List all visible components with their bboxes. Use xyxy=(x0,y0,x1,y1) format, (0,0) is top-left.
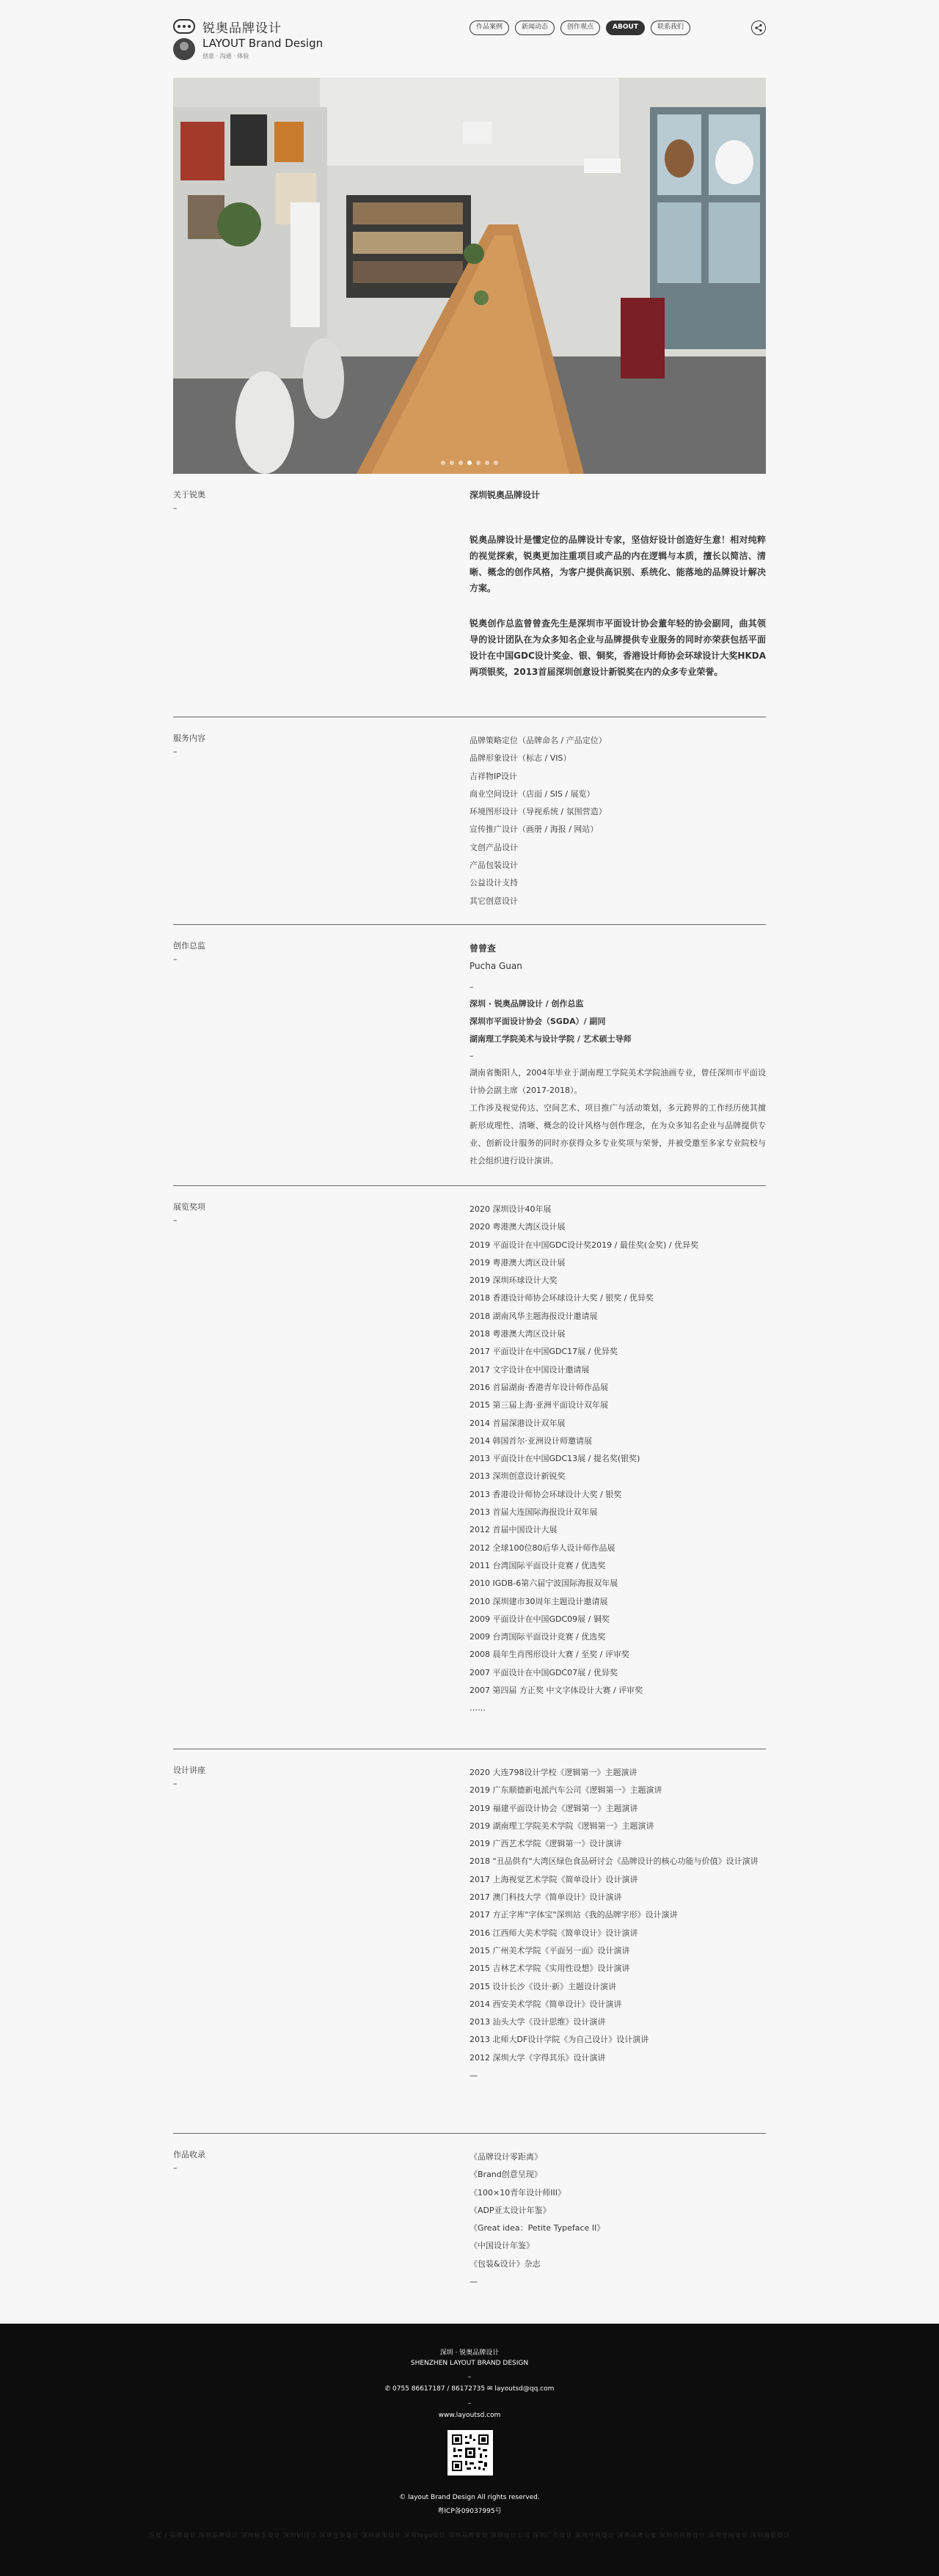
list-item: 《品牌设计零距离》 xyxy=(470,2152,542,2162)
footer-seo-links[interactable]: 百度 / 品牌设计 深圳品牌设计 深圳标志设计 深圳VI设计 深圳包装设计 深圳画册设计 深圳logo设计 深圳品牌策划 深圳设计公司 深圳广告设计 深圳导视设计 深圳品牌全案 深圳吉祥物设计 深圳空间设计 深圳海报设计 xyxy=(148,2532,791,2539)
list-item: 2018 粤港澳大湾区设计展 xyxy=(470,1329,566,1339)
director-role: 深圳市平面设计协会（SGDA）/ 副同 xyxy=(470,1017,606,1026)
nav-contact[interactable]: 联系我们 xyxy=(651,21,690,35)
footer-separator: – xyxy=(467,2400,472,2407)
list-item: 2019 平面设计在中国GDC设计奖2019 / 最佳奖(金奖) / 优异奖 xyxy=(470,1240,699,1250)
main-nav xyxy=(470,21,690,35)
list-item: 2010 IGDB-6第六届宁波国际海报双年展 xyxy=(470,1578,618,1589)
list-item: 2016 首届湖南·香港青年设计师作品展 xyxy=(470,1382,608,1392)
list-item: 2013 首届大连国际海报设计双年展 xyxy=(470,1507,598,1518)
lectures-list xyxy=(470,1764,766,2085)
awards-label: 展览奖项 xyxy=(173,1202,205,1212)
list-item: 产品包装设计 xyxy=(470,860,518,871)
list-item: 2017 文字设计在中国设计邀请展 xyxy=(470,1364,590,1375)
nav-news[interactable]: 新闻动态 xyxy=(515,21,555,35)
list-item: 2007 平面设计在中国GDC07展 / 优异奖 xyxy=(470,1667,618,1677)
publications-dash: – xyxy=(173,2163,178,2173)
list-item: 宣传推广设计（画册 / 海报 / 网站） xyxy=(470,824,599,835)
list-item: 2016 江西师大美术学院《简单设计》设计演讲 xyxy=(470,1928,638,1938)
footer-company-en: SHENZHEN LAYOUT BRAND DESIGN xyxy=(410,2360,529,2367)
footer-phone[interactable]: 0755 86617187 / 86172735 xyxy=(392,2385,486,2393)
email-icon: ✉ xyxy=(487,2385,495,2393)
director-name: 曾曾查 xyxy=(470,943,497,954)
list-item: 2012 全球100位80后华人设计师作品展 xyxy=(470,1543,615,1553)
carousel-dot[interactable] xyxy=(458,461,463,465)
awards-section xyxy=(173,1201,766,1729)
list-item: 2020 粤港澳大湾区设计展 xyxy=(470,1222,566,1232)
list-item: 2015 设计长沙《设计·新》主题设计演讲 xyxy=(470,1981,616,1991)
list-item: 《中国设计年鉴》 xyxy=(470,2241,534,2251)
footer-website[interactable]: www.layoutsd.com xyxy=(438,2412,501,2419)
brand-name-en: LAYOUT Brand Design xyxy=(202,37,324,50)
divider xyxy=(173,1185,766,1186)
list-item: 2019 深圳环球设计大奖 xyxy=(470,1276,558,1286)
list-item: 2013 深圳创意设计新锐奖 xyxy=(470,1471,566,1482)
footer-icp[interactable]: 粤ICP备09037995号 xyxy=(437,2508,502,2515)
brand-name-cn[interactable]: 锐奥品牌设计 xyxy=(202,21,282,36)
nav-about[interactable]: ABOUT xyxy=(606,21,645,35)
lectures-label: 设计讲座 xyxy=(173,1765,205,1775)
list-item: 2014 首届深港设计双年展 xyxy=(470,1418,566,1428)
list-item: 2020 大连798设计学校《逻辑第一》主题演讲 xyxy=(470,1768,637,1777)
list-item: 品牌形象设计（标志 / VIS） xyxy=(470,753,571,764)
services-dash: – xyxy=(173,747,178,756)
qr-code xyxy=(447,2430,493,2476)
about-title: 深圳锐奥品牌设计 xyxy=(470,490,541,500)
list-item: 2011 台湾国际平面设计竞赛 / 优选奖 xyxy=(470,1560,606,1570)
separator: – xyxy=(470,982,474,992)
list-item: 公益设计支持 xyxy=(470,878,518,888)
list-more: …… xyxy=(470,1703,486,1713)
nav-works[interactable]: 作品案例 xyxy=(470,21,509,35)
list-item: 《包装&设计》杂志 xyxy=(470,2258,541,2269)
services-list xyxy=(470,732,766,910)
about-label: 关于锐奥 xyxy=(173,490,205,500)
director-body xyxy=(470,940,766,1170)
separator: – xyxy=(470,1051,474,1061)
lectures-dash: – xyxy=(173,1779,178,1788)
list-item: 《Brand创意呈现》 xyxy=(470,2170,542,2180)
director-bio-1: 湖南省衡阳人，2004年毕业于湖南理工学院美术学院油画专业，曾任深圳市平面设计协会副主席（2017-2018）。 xyxy=(470,1068,766,1095)
director-section xyxy=(173,940,766,1167)
director-label: 创作总监 xyxy=(173,941,205,951)
nav-views[interactable]: 创作观点 xyxy=(560,21,600,35)
divider xyxy=(173,924,766,925)
list-item: 2020 深圳设计40年展 xyxy=(470,1204,552,1214)
footer-company-cn: 深圳 · 锐奥品牌设计 xyxy=(439,2349,500,2357)
about-body xyxy=(470,489,766,699)
list-more: — xyxy=(470,2277,478,2287)
list-item: 2018 "丑品供有"大湾区绿色食品研讨会《品牌设计的核心功能与价值》设计演讲 xyxy=(470,1856,759,1867)
list-item: 商业空间设计（店面 / SIS / 展览） xyxy=(470,788,595,799)
director-dash: – xyxy=(173,954,178,964)
list-item: 2019 广东顺德新电派汽车公司《逻辑第一》主题演讲 xyxy=(470,1785,662,1796)
lectures-section xyxy=(173,1764,766,2109)
list-item: 2017 方正字库"字体宝"深圳站《我的品牌字形》设计演讲 xyxy=(470,1910,678,1920)
carousel-dot[interactable] xyxy=(476,461,481,465)
list-item: 2007 第四届 方正奖 中文字体设计大赛 / 评审奖 xyxy=(470,1686,643,1696)
list-item: 《100×10青年设计师III》 xyxy=(470,2187,566,2198)
about-section xyxy=(173,489,766,709)
publications-section xyxy=(173,2148,766,2302)
director-role: 湖南理工学院美术与设计学院 / 艺术硕士导师 xyxy=(470,1034,632,1044)
carousel-dots xyxy=(173,461,766,465)
footer-email[interactable]: layoutsd@qq.com xyxy=(494,2385,555,2393)
list-item: 2009 平面设计在中国GDC09展 / 铜奖 xyxy=(470,1614,610,1624)
director-name-en: Pucha Guan xyxy=(470,961,522,971)
site-footer xyxy=(0,2324,939,2576)
about-dash: – xyxy=(173,503,178,513)
list-item: 2014 西安美术学院《简单设计》设计演讲 xyxy=(470,1999,622,2009)
list-item: 2018 香港设计师协会环球设计大奖 / 银奖 / 优异奖 xyxy=(470,1293,654,1303)
list-item: 文创产品设计 xyxy=(470,842,518,852)
about-paragraph-1: 锐奥品牌设计是懂定位的品牌设计专家，坚信好设计创造好生意！相对纯粹的视觉探索，锐奥更加注重项目或产品的内在逻辑与本质，擅长以简洁、清晰、概念的创作风格，为客户提供高识别、系统化、能落地的品牌设计解决方案。 xyxy=(470,535,766,593)
publications-label: 作品收录 xyxy=(173,2150,205,2159)
footer-separator: – xyxy=(467,2374,472,2381)
share-icon[interactable] xyxy=(751,21,766,35)
list-item: 吉祥物IP设计 xyxy=(470,771,517,781)
list-item: 2013 北师大DF设计学院《为自己设计》设计演讲 xyxy=(470,2035,649,2045)
services-section xyxy=(173,732,766,915)
list-item: 2019 粤港澳大湾区设计展 xyxy=(470,1257,566,1267)
carousel-dot-active[interactable] xyxy=(467,461,472,465)
brand-tagline: 创意 · 沟通 · 体验 xyxy=(202,53,249,59)
list-item: 2012 深圳大学《字得其乐》设计演讲 xyxy=(470,2052,606,2063)
office-photo xyxy=(173,78,766,474)
publications-list xyxy=(470,2148,766,2291)
list-item: 2014 韩国首尔·亚洲设计师邀请展 xyxy=(470,1435,592,1446)
director-role: 深圳 · 锐奥品牌设计 / 创作总监 xyxy=(470,999,584,1009)
list-item: 2015 第三届上海·亚洲平面设计双年展 xyxy=(470,1400,608,1410)
list-item: 2019 广西艺术学院《逻辑第一》设计演讲 xyxy=(470,1839,622,1849)
services-label: 服务内容 xyxy=(173,733,205,743)
list-item: 2015 广州美术学院《平面另一面》设计演讲 xyxy=(470,1945,630,1955)
list-item: 2019 湖南理工学院美术学院《逻辑第一》主题演讲 xyxy=(470,1821,654,1831)
list-item: 品牌策略定位（品牌命名 / 产品定位） xyxy=(470,736,607,745)
list-item: 2013 汕头大学《设计思维》设计演讲 xyxy=(470,2017,606,2027)
divider xyxy=(173,2133,766,2134)
list-item: 《Great idea：Petite Typeface II》 xyxy=(470,2223,605,2233)
list-item: 《ADP亚太设计年鉴》 xyxy=(470,2205,551,2215)
list-more: — xyxy=(470,2071,478,2081)
list-item: 2013 香港设计师协会环球设计大奖 / 银奖 xyxy=(470,1489,622,1499)
carousel-dot[interactable] xyxy=(485,461,489,465)
about-paragraph-2: 锐奥创作总监曾曾查先生是深圳市平面设计协会董年轻的协会副同，曲其领导的设计团队在为众多知名企业与品牌提供专业服务的同时亦荣获包括平面设计在中国GDC设计奖金、银、铜奖，香港设计师协会环球设计大奖HKDA 两项银奖，2013首届深圳创意设计新锐奖在内的众多专业荣誉。 xyxy=(470,618,766,677)
brand-avatar xyxy=(173,38,195,60)
list-item: 2009 台湾国际平面设计竞赛 / 优选奖 xyxy=(470,1632,606,1642)
list-item: 环境图形设计（导视系统 / 氛围营造） xyxy=(470,807,607,817)
list-item: 2013 平面设计在中国GDC13展 / 提名奖(银奖) xyxy=(470,1454,640,1464)
list-item: 2015 吉林艺术学院《实用性设想》设计演讲 xyxy=(470,1964,630,1974)
list-item: 2017 上海视觉艺术学院《简单设计》设计演讲 xyxy=(470,1874,638,1884)
list-item: 2018 湖南风华主题海报设计邀请展 xyxy=(470,1311,598,1321)
carousel-dot[interactable] xyxy=(450,461,454,465)
list-item: 2017 平面设计在中国GDC17展 / 优异奖 xyxy=(470,1347,618,1357)
awards-list xyxy=(470,1201,766,1718)
awards-dash: – xyxy=(173,1215,178,1225)
hero-carousel[interactable] xyxy=(173,78,766,474)
brand-logo-icon[interactable] xyxy=(173,19,195,34)
director-bio-2: 工作涉及视觉传达、空间艺术、项目推广与活动策划，多元跨界的工作经历使其擅新形成理性、清晰、概念的设计风格与创作理念，在为众多知名企业与品牌提供专业、创新设计服务的同时亦获得众多专业奖项与荣誉，并被受邀至多家专业院校与社会组织进行设计演讲。 xyxy=(470,1103,766,1166)
phone-icon: ✆ xyxy=(384,2385,392,2393)
list-item: 2008 晨年生肖图形设计大赛 / 至奖 / 评审奖 xyxy=(470,1650,629,1660)
footer-contact xyxy=(0,2385,939,2393)
carousel-dot[interactable] xyxy=(441,461,445,465)
list-item: 2012 首届中国设计大展 xyxy=(470,1525,558,1535)
list-item: 其它创意设计 xyxy=(470,896,518,906)
list-item: 2017 澳门科技大学《简单设计》设计演讲 xyxy=(470,1892,622,1903)
carousel-dot[interactable] xyxy=(494,461,498,465)
footer-copyright: © layout Brand Design All rights reserved. xyxy=(399,2494,540,2501)
site-header xyxy=(173,15,766,66)
list-item: 2019 福建平面设计协会《逻辑第一》主题演讲 xyxy=(470,1803,638,1813)
list-item: 2010 深圳建市30周年主题设计邀请展 xyxy=(470,1596,608,1606)
